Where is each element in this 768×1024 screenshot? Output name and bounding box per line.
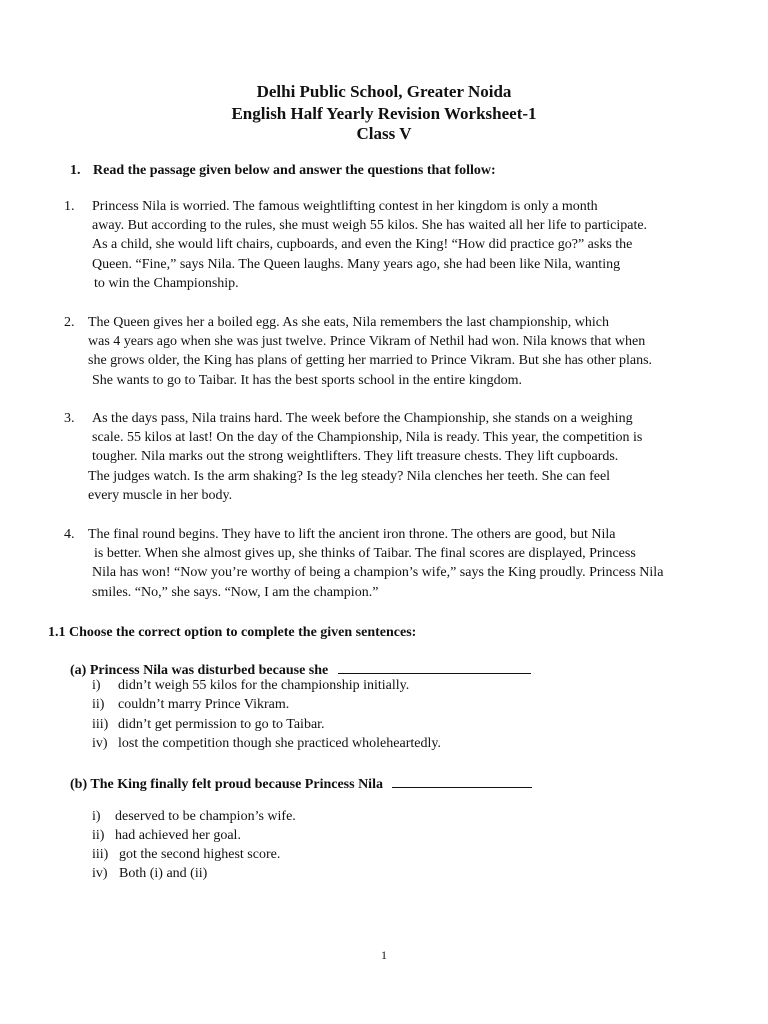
paragraph-2-line: The Queen gives her a boiled egg. As she eats, Nila remembers the last championship, which: [88, 315, 609, 330]
paragraph-1-line: As a child, she would lift chairs, cupboards, and even the King! “How did practice go?” asks the: [92, 237, 633, 252]
paragraph-4-line: The final round begins. They have to lift the ancient iron throne. The others are good, but Nila: [88, 527, 616, 542]
paragraph-2-line: she grows older, the King has plans of getting her married to Prince Vikram. But she has other plans.: [88, 353, 653, 368]
option-text: got the second highest score.: [119, 847, 281, 862]
page-number: 1: [381, 948, 387, 962]
worksheet-title: English Half Yearly Revision Worksheet-1: [231, 104, 537, 123]
option-num: iii): [92, 847, 109, 862]
option-text: Both (i) and (ii): [119, 866, 208, 881]
option-text: deserved to be champion’s wife.: [115, 809, 296, 824]
paragraph-3-line: As the days pass, Nila trains hard. The week before the Championship, she stands on a weighing: [92, 411, 633, 426]
paragraph-4-line: smiles. “No,” she says. “Now, I am the champion.”: [92, 585, 379, 600]
option-num: iii): [92, 717, 109, 732]
option-text: had achieved her goal.: [115, 828, 241, 843]
option-num: i): [92, 678, 101, 693]
option-text: lost the competition though she practiced wholeheartedly.: [118, 736, 441, 751]
option-num: iv): [92, 736, 108, 751]
class-label: Class V: [356, 124, 412, 143]
instruction-text: Read the passage given below and answer the questions that follow:: [93, 163, 496, 178]
option-text: didn’t weigh 55 kilos for the championship initially.: [118, 678, 410, 693]
paragraph-1-line: away. But according to the rules, she must weigh 55 kilos. She has waited all her life to participate.: [92, 218, 648, 233]
paragraph-3-line: scale. 55 kilos at last! On the day of the Championship, Nila is ready. This year, the competition is: [92, 430, 643, 445]
paragraph-2-number: 2.: [64, 315, 75, 330]
paragraph-4-number: 4.: [64, 527, 75, 542]
paragraph-3-number: 3.: [64, 411, 75, 426]
question-stem: The King finally felt proud because Princess Nila: [90, 777, 383, 792]
option-num: i): [92, 809, 101, 824]
option-num: ii): [92, 697, 105, 712]
answer-blank[interactable]: [392, 774, 532, 788]
question-label: (b): [70, 777, 88, 792]
paragraph-4-line: is better. When she almost gives up, she thinks of Taibar. The final scores are displayed, Princess: [94, 546, 636, 561]
paragraph-1-line: to win the Championship.: [94, 276, 239, 291]
question-label: (a): [70, 663, 87, 678]
paragraph-4-line: Nila has won! “Now you’re worthy of being a champion’s wife,” says the King proudly. Princess Nila: [92, 565, 664, 580]
paragraph-3-line: The judges watch. Is the arm shaking? Is the leg steady? Nila clenches her teeth. She can feel: [88, 469, 611, 484]
paragraph-3-line: every muscle in her body.: [88, 488, 233, 503]
option-text: couldn’t marry Prince Vikram.: [118, 697, 290, 712]
paragraph-1-line: Queen. “Fine,” says Nila. The Queen laughs. Many years ago, she had been like Nila, wanting: [92, 257, 621, 272]
section-heading: 1.1 Choose the correct option to complete the given sentences:: [48, 625, 417, 640]
option-num: ii): [92, 828, 105, 843]
question-stem: Princess Nila was disturbed because she: [89, 663, 329, 678]
answer-blank[interactable]: [338, 660, 531, 674]
paragraph-3-line: tougher. Nila marks out the strong weightlifters. They lift treasure chests. They lift cupboards.: [92, 449, 619, 464]
option-num: iv): [92, 866, 108, 881]
paragraph-1-number: 1.: [64, 199, 75, 214]
question-b: [70, 774, 532, 794]
paragraph-1-line: Princess Nila is worried. The famous weightlifting contest in her kingdom is only a month: [92, 199, 598, 214]
paragraph-2-line: was 4 years ago when she was just twelve. Prince Vikram of Nethil had won. Nila knows that when: [88, 334, 646, 349]
instruction-number: 1.: [70, 163, 81, 178]
paragraph-2-line: She wants to go to Taibar. It has the best sports school in the entire kingdom.: [92, 373, 522, 388]
school-name: Delhi Public School, Greater Noida: [256, 82, 512, 101]
option-text: didn’t get permission to go to Taibar.: [118, 717, 325, 732]
